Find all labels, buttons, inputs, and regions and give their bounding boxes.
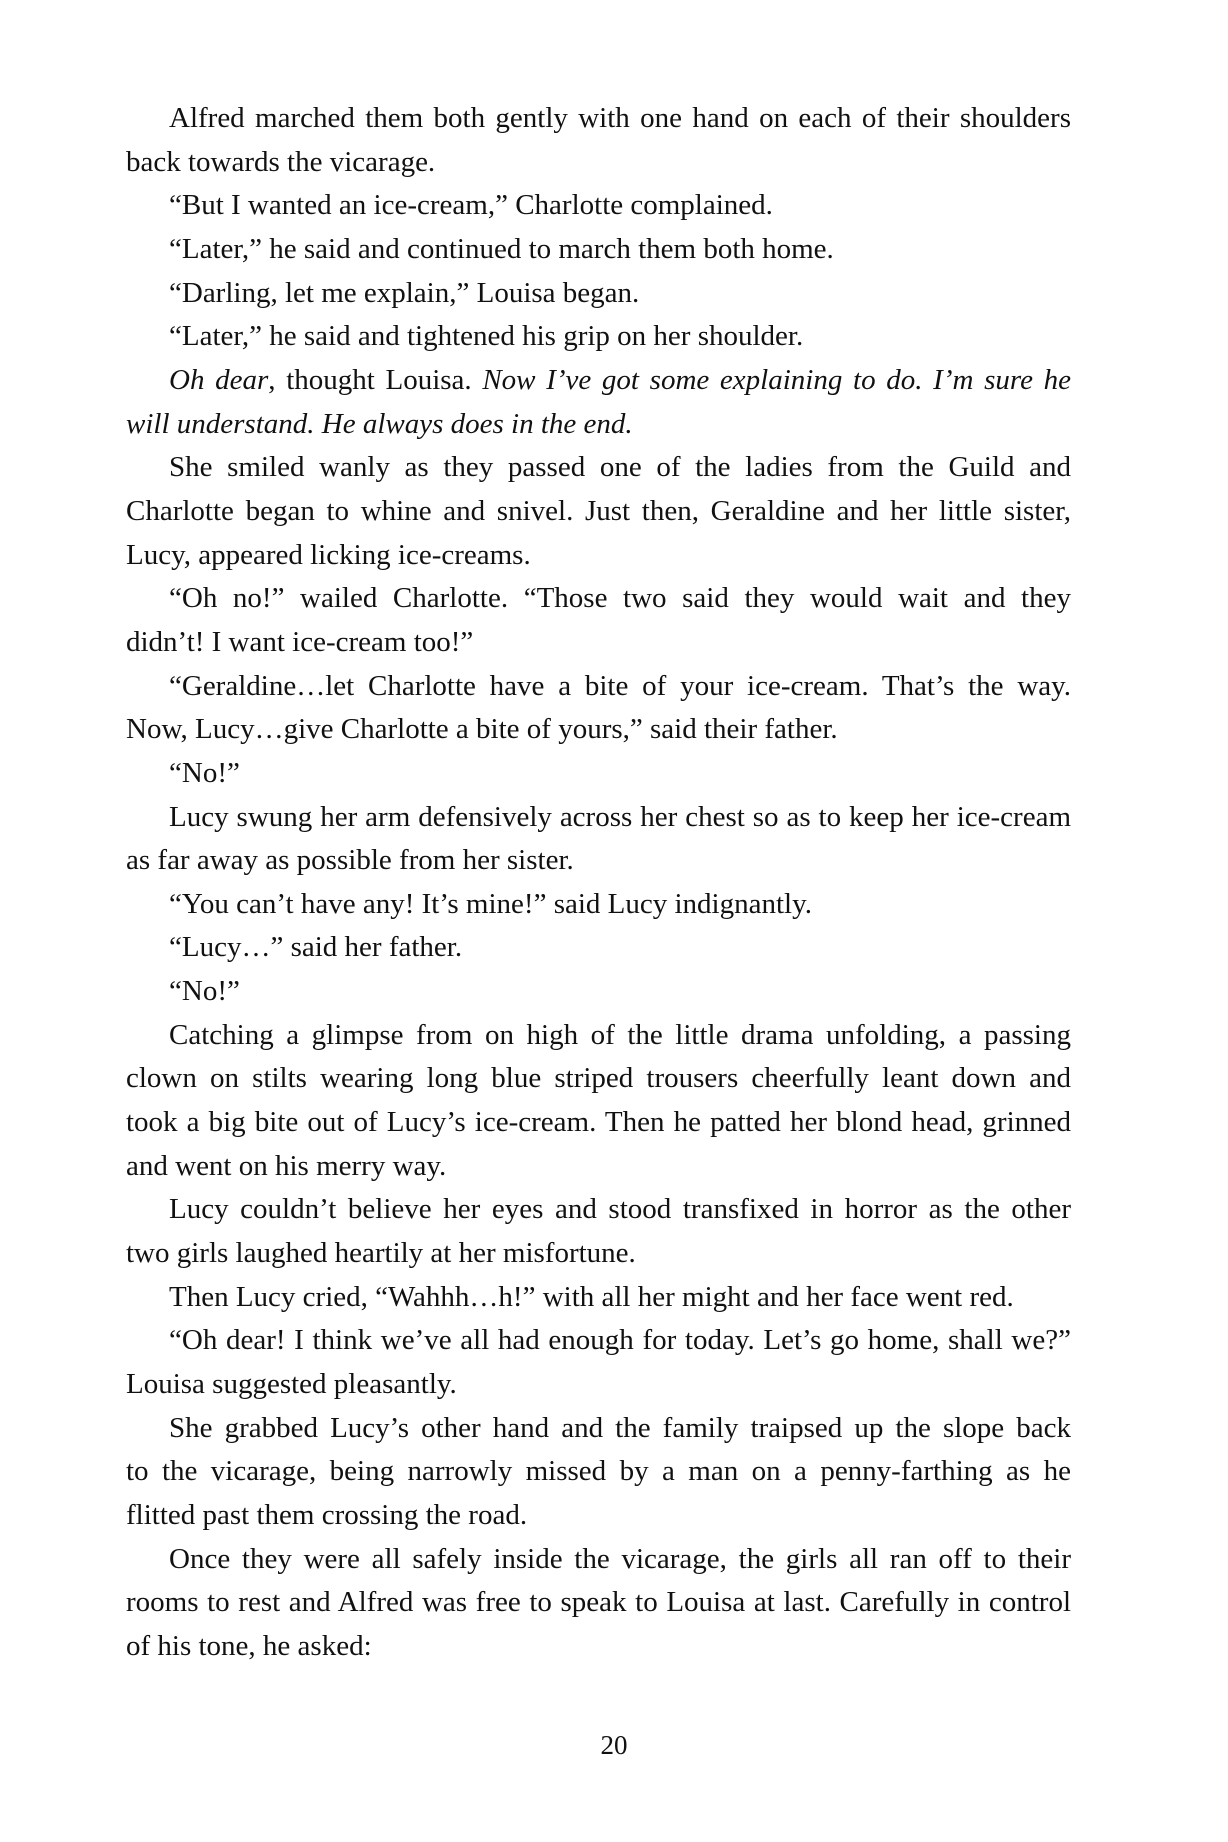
text-line [126,272,1071,316]
text-segment: two girls laughed heartily at her misfortune. [126,1237,636,1270]
text-line [126,839,1071,883]
text-line [126,970,1071,1014]
text-line [126,315,1071,359]
text-line [126,1276,1071,1320]
text-line [126,490,1071,534]
text-segment: Alfred marched them both gently with one hand on each of their shoulders [169,102,1071,134]
text-line [126,534,1071,578]
text-segment: “Later,” he said and tightened his grip on her shoulder. [169,320,804,353]
text-line [126,577,1071,621]
text-segment: Louisa suggested pleasantly. [126,1368,457,1401]
text-segment: Lucy swung her arm defensively across her chest so as to keep her ice-cream [169,800,1071,833]
text-line [126,403,1071,447]
text-segment: Once they were all safely inside the vicarage, the girls all ran off to their [169,1542,1071,1575]
text-segment: took a big bite out of Lucy’s ice-cream. Then he patted her blond head, grinned [126,1106,1071,1139]
text-line [126,1450,1071,1494]
text-segment: “No!” [169,975,240,1008]
text-line [126,1101,1071,1145]
text-line [126,796,1071,840]
text-line [126,1538,1071,1582]
text-segment: “Darling, let me explain,” Louisa began. [169,276,640,309]
text-segment: Lucy couldn’t believe her eyes and stood transfixed in horror as the other [169,1193,1071,1226]
text-segment: “No!” [169,756,240,789]
text-line [126,1363,1071,1407]
text-line [126,1319,1071,1363]
text-segment: back towards the vicarage. [126,145,436,178]
text-segment: rooms to rest and Alfred was free to speak to Louisa at last. Carefully in control [126,1586,1071,1619]
text-segment: “Later,” he said and continued to march them both home. [169,232,834,265]
text-line [126,1014,1071,1058]
text-line [126,1057,1071,1101]
text-segment: “Oh dear! I think we’ve all had enough for today. Let’s go home, shall we?” [169,1324,1071,1357]
text-segment: Now, Lucy…give Charlotte a bite of yours,” said their father. [126,713,838,746]
text-line [126,926,1071,970]
page-number: 20 [600,1730,628,1760]
text-line [126,1145,1071,1189]
text-segment: “Lucy…” said her father. [169,931,463,964]
text-line [126,97,1071,141]
text-segment: and went on his merry way. [126,1149,447,1182]
text-line [126,1625,1071,1669]
text-line [126,1407,1071,1451]
text-segment: Catching a glimpse from on high of the little drama unfolding, a passing [169,1018,1071,1051]
text-segment: flitted past them crossing the road. [126,1499,528,1531]
text-segment: “But I wanted an ice-cream,” Charlotte complained. [169,189,773,222]
text-line [126,621,1071,665]
text-line [126,184,1071,228]
text-segment: as far away as possible from her sister. [126,844,574,877]
text-line [126,141,1071,185]
page-body-text [126,97,1071,1669]
text-line [126,883,1071,927]
text-segment: Lucy, appeared licking ice-creams. [126,538,531,571]
text-segment: didn’t! I want ice-cream too!” [126,625,474,658]
text-segment: , thought Louisa. [268,363,483,396]
text-line [126,752,1071,796]
text-line [126,1494,1071,1538]
text-segment: “Oh no!” wailed Charlotte. “Those two said they would wait and they [169,582,1071,615]
text-segment: “Geraldine…let Charlotte have a bite of your ice-cream. That’s the way. [169,669,1071,702]
text-segment: Then Lucy cried, “Wahhh…h!” with all her might and her face went red. [169,1280,1014,1313]
text-line [126,1188,1071,1232]
text-line [126,665,1071,709]
text-segment: of his tone, he asked: [126,1629,372,1662]
text-segment: She smiled wanly as they passed one of the ladies from the Guild and [169,451,1071,484]
italic-text: Now I’ve got some explaining to do. I’m sure he [482,363,1071,396]
text-line [126,446,1071,490]
text-line [126,708,1071,752]
text-line [126,359,1071,403]
text-segment: Charlotte began to whine and snivel. Just then, Geraldine and her little sister, [126,494,1071,527]
text-line [126,228,1071,272]
text-line [126,1232,1071,1276]
italic-text: Oh dear [169,363,269,396]
text-segment: to the vicarage, being narrowly missed by a man on a penny-farthing as he [126,1455,1071,1488]
italic-text: will understand. He always does in the end. [126,407,633,440]
text-segment: She grabbed Lucy’s other hand and the family traipsed up the slope back [169,1411,1071,1444]
text-line [126,1581,1071,1625]
text-segment: “You can’t have any! It’s mine!” said Lucy indignantly. [169,887,812,920]
text-segment: clown on stilts wearing long blue striped trousers cheerfully leant down and [126,1062,1071,1095]
